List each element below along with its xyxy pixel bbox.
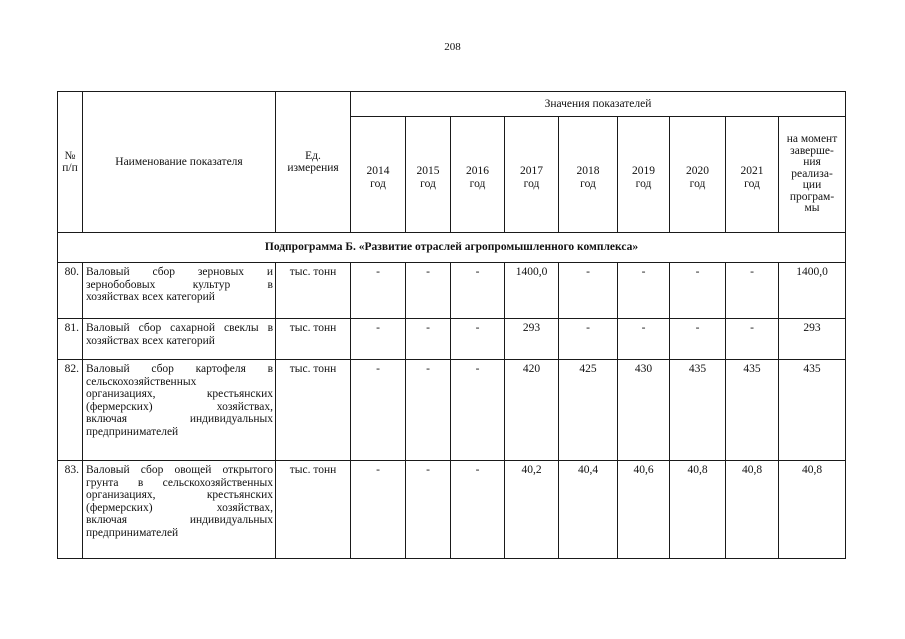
indicator-name-line: организациях, крестьянских: [86, 388, 273, 400]
table-row: [58, 461, 846, 559]
year-header-2: [451, 117, 505, 233]
indicator-name-line: сельскохозяйственных: [86, 375, 197, 388]
indicator-name: [83, 263, 276, 319]
year-header-6: [670, 117, 726, 233]
year-value-cell: -: [451, 360, 505, 461]
year-value-cell: -: [351, 360, 406, 461]
year-value-cell: -: [406, 319, 451, 360]
num-header-line-2: п/п: [62, 162, 78, 174]
indicator-name-line: хозяйствах всех категорий: [86, 334, 215, 347]
indicator-name-line: Валовый сбор сахарной свеклы в: [86, 322, 273, 334]
year-value-cell: -: [406, 461, 451, 559]
unit-header: [276, 92, 351, 233]
year-suffix: год: [580, 177, 596, 190]
final-value-header: [779, 117, 846, 233]
num-header: [58, 92, 83, 233]
indicator-name-line: хозяйствах всех категорий: [86, 291, 215, 303]
year-value-cell: -: [559, 319, 618, 360]
year-value-cell: -: [451, 319, 505, 360]
year-header-7: [726, 117, 779, 233]
page-number: 208: [444, 41, 461, 53]
year-header-4: [559, 117, 618, 233]
header-row-1: [58, 92, 846, 117]
indicator-name-line: (фермерских) хозяйствах,: [86, 501, 273, 514]
row-number: 83.: [58, 461, 83, 559]
year-value-cell: -: [726, 263, 779, 319]
indicator-name-line: Валовый сбор зерновых и: [86, 266, 273, 278]
year-header-3: [505, 117, 559, 233]
section-title: Подпрограмма Б. «Развитие отраслей агропромышленного комплекса»: [58, 233, 846, 263]
table-row: [58, 263, 846, 319]
indicator-name-line: включая индивидуальных: [86, 413, 273, 425]
indicator-name-line: предпринимателей: [86, 526, 179, 539]
year-value-cell: 40,2: [505, 461, 559, 559]
year-label: 2017: [520, 165, 543, 177]
year-value-cell: 40,8: [726, 461, 779, 559]
year-value-cell: -: [451, 263, 505, 319]
final-header-line: мы: [804, 202, 820, 215]
year-value-cell: -: [618, 319, 670, 360]
values-group-header: Значения показателей: [351, 92, 846, 117]
year-suffix: год: [523, 177, 540, 190]
indicators-table: [57, 91, 846, 559]
indicator-name-line: предпринимателей: [86, 425, 179, 438]
year-value-cell: -: [559, 263, 618, 319]
row-number: 80.: [58, 263, 83, 319]
indicator-name: [83, 319, 276, 360]
year-suffix: год: [370, 177, 386, 190]
final-value-cell: 435: [779, 360, 846, 461]
indicator-name-line: Валовый сбор картофеля в: [86, 363, 273, 375]
unit-header-line-1: Ед.: [305, 149, 321, 162]
year-value-cell: 40,4: [559, 461, 618, 559]
year-value-cell: 420: [505, 360, 559, 461]
year-value-cell: -: [670, 319, 726, 360]
unit-cell: тыс. тонн: [276, 461, 351, 559]
indicator-name-line: зернобобовых культур в: [86, 278, 273, 291]
row-number: 82.: [58, 360, 83, 461]
year-value-cell: 40,8: [670, 461, 726, 559]
year-suffix: год: [420, 177, 436, 190]
final-value-cell: 293: [779, 319, 846, 360]
final-header-line: заверше-: [790, 144, 834, 157]
table-row: [58, 319, 846, 360]
year-value-cell: 430: [618, 360, 670, 461]
indicator-name-line: грунта в сельскохозяйственных: [86, 476, 273, 489]
year-value-cell: -: [351, 461, 406, 559]
year-suffix: год: [635, 177, 652, 190]
indicator-name: [83, 360, 276, 461]
unit-cell: тыс. тонн: [276, 360, 351, 461]
name-header: Наименование показателя: [83, 92, 276, 233]
year-label: 2018: [576, 165, 600, 177]
year-value-cell: 435: [726, 360, 779, 461]
unit-cell: тыс. тонн: [276, 319, 351, 360]
indicator-name-line: включая индивидуальных: [86, 514, 273, 526]
final-header-line: ции: [802, 179, 822, 192]
final-header-line: на момент: [786, 133, 838, 146]
table-row: [58, 360, 846, 461]
year-label: 2020: [686, 165, 709, 177]
year-header-0: [351, 117, 406, 233]
year-label: 2021: [740, 165, 764, 177]
year-value-cell: 40,6: [618, 461, 670, 559]
unit-cell: тыс. тонн: [276, 263, 351, 319]
indicator-name-line: организациях, крестьянских: [86, 489, 273, 501]
year-value-cell: -: [670, 263, 726, 319]
year-suffix: год: [469, 177, 486, 190]
year-suffix: год: [689, 177, 706, 190]
year-value-cell: -: [351, 263, 406, 319]
year-label: 2015: [416, 165, 440, 177]
year-suffix: год: [744, 177, 760, 190]
unit-header-line-2: измерения: [287, 162, 339, 174]
year-header-5: [618, 117, 670, 233]
year-value-cell: 1400,0: [505, 263, 559, 319]
final-header-line: ния: [803, 156, 821, 169]
year-value-cell: -: [726, 319, 779, 360]
year-value-cell: -: [451, 461, 505, 559]
final-header-line: реализа-: [791, 167, 833, 180]
year-header-1: [406, 117, 451, 233]
year-value-cell: 435: [670, 360, 726, 461]
year-label: 2014: [366, 165, 390, 177]
section-row: [58, 233, 846, 263]
indicator-name: [83, 461, 276, 559]
year-value-cell: 425: [559, 360, 618, 461]
year-value-cell: 293: [505, 319, 559, 360]
year-label: 2019: [632, 165, 655, 177]
indicator-name-line: (фермерских) хозяйствах,: [86, 400, 273, 413]
num-header-line-1: №: [64, 149, 76, 162]
year-value-cell: -: [618, 263, 670, 319]
final-value-cell: 40,8: [779, 461, 846, 559]
year-value-cell: -: [406, 360, 451, 461]
year-value-cell: -: [351, 319, 406, 360]
row-number: 81.: [58, 319, 83, 360]
year-value-cell: -: [406, 263, 451, 319]
indicator-name-line: Валовый сбор овощей открытого: [86, 464, 273, 476]
year-label: 2016: [466, 165, 489, 177]
final-header-line: програм-: [789, 190, 835, 203]
final-value-cell: 1400,0: [779, 263, 846, 319]
